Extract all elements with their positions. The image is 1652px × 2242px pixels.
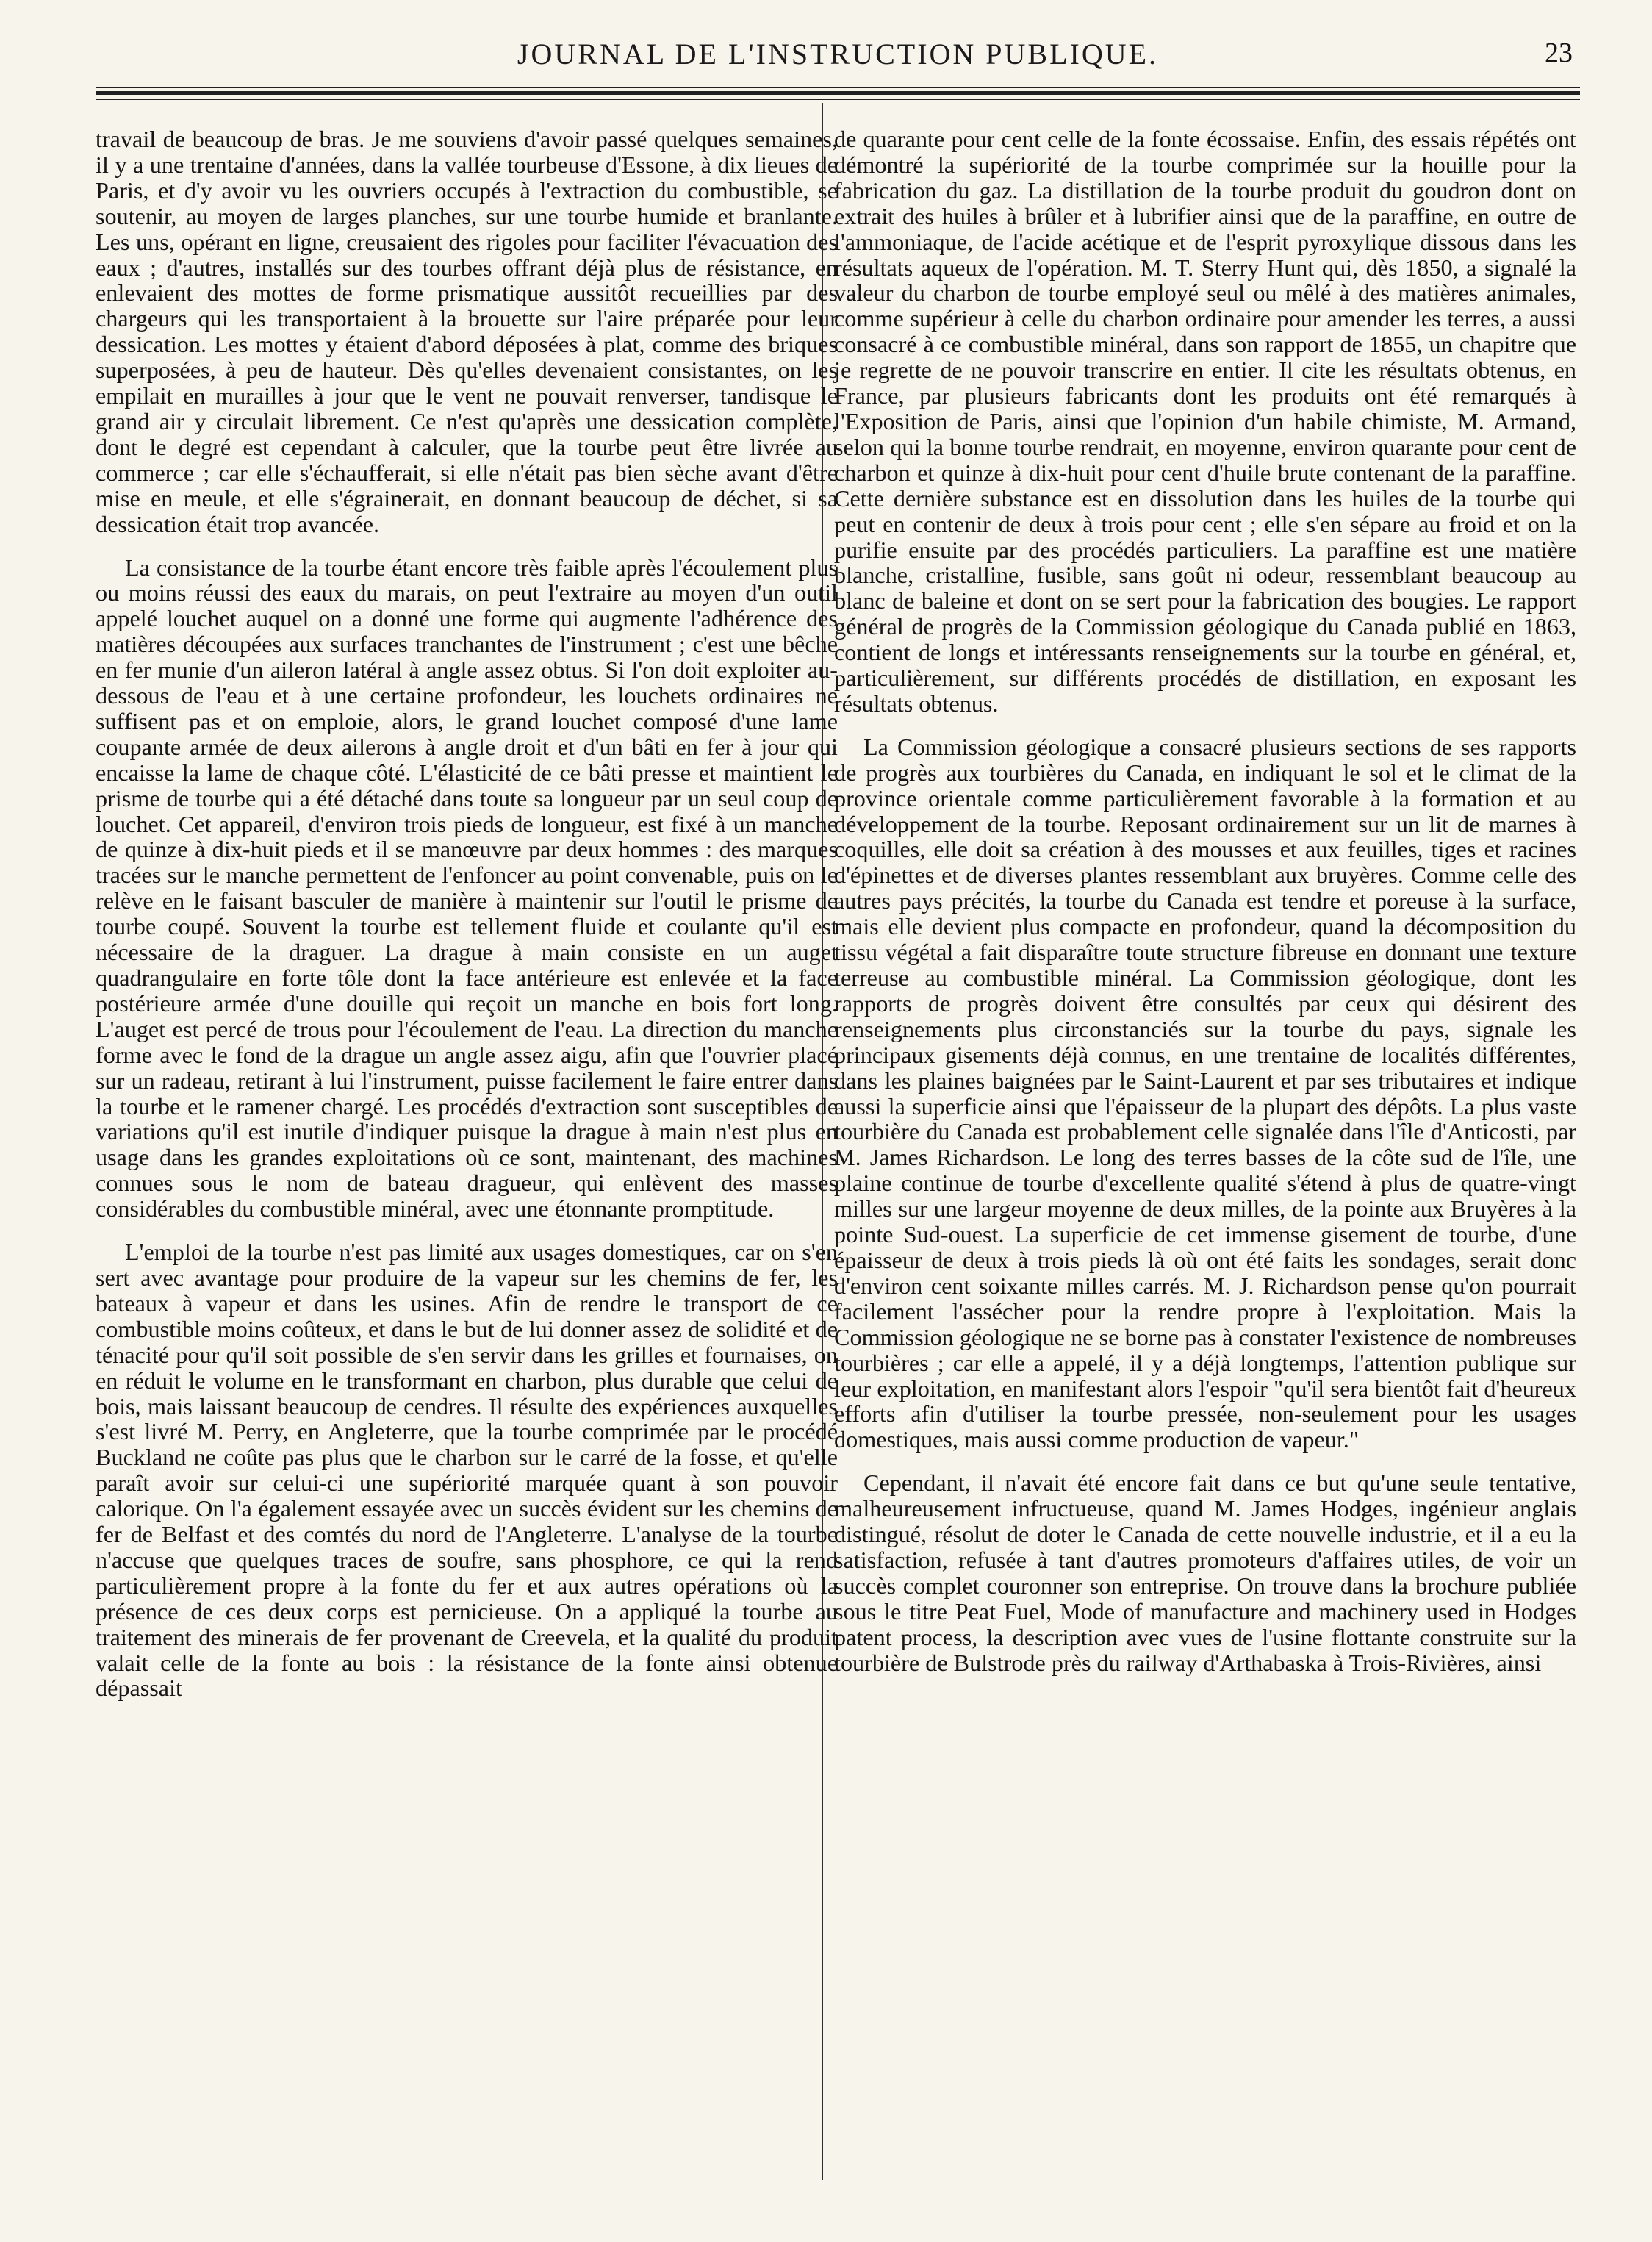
page-number: 23 [1545, 37, 1573, 68]
header-rule-thick [96, 91, 1580, 95]
left-paragraph-1: travail de beaucoup de bras. Je me souviens d'avoir passé quelques semaines, il y a une trentaine d'années, dans la vallée tourbeuse d'Essone, à dix lieues de Paris, et d'y avoir vu les ouvriers occupés à l'extraction du combustible, se soutenir, au moyen de larges planches, sur une tourbe humide et branlante. Les uns, opérant en ligne, creusaient des rigoles pour faciliter l'évacuation des eaux ; d'autres, installés sur des tourbes offrant déjà plus de résistance, en enlevaient des mottes de forme prismatique aussitôt recueillies par des chargeurs qui les transportaient à la brouette sur l'aire préparée pour leur dessication. Les mottes y étaient d'abord déposées à plat, comme des briques superposées, à peu de hauteur. Dès qu'elles devenaient consistantes, on les empilait en murailles à jour que le vent ne pouvait renverser, tandisque le grand air y circulait librement. Ce n'est qu'après une dessication complète, dont le degré est cependant à calculer, que la tourbe peut être livrée au commerce ; car elle s'échaufferait, si elle n'était pas bien sèche avant d'être mise en meule, et elle s'égrainerait, en donnant beaucoup de déchet, si sa dessication était trop avancée. [96, 126, 838, 537]
right-paragraph-1: de quarante pour cent celle de la fonte écossaise. Enfin, des essais répétés ont démontré la supériorité de la tourbe comprimée sur la houille pour la fabrication du gaz. La distillation de la tourbe produit du goudron dont on extrait des huiles à brûler et à lubrifier ainsi que de la paraffine, en outre de l'ammoniaque, de l'acide acétique et de l'esprit pyroxylique dissous dans les résultats aqueux de l'opération. M. T. Sterry Hunt qui, dès 1850, a signalé la valeur du charbon de tourbe employé seul ou mêlé à des matières animales, comme supérieur à celle du charbon ordinaire pour amender les terres, a aussi consacré à ce combustible minéral, dans son rapport de 1855, un chapitre que je regrette de ne pouvoir transcrire en entier. Il cite les résultats obtenus, en France, par plusieurs fabricants dont les produits ont été remarqués à l'Exposition de Paris, ainsi que l'opinion d'un habile chimiste, M. Armand, selon qui la bonne tourbe rendrait, en moyenne, environ quarante pour cent de charbon et quinze à dix-huit pour cent d'huile brute contenant de la paraffine. Cette dernière substance est en dissolution dans les huiles de la tourbe qui peut en contenir de deux à trois pour cent ; elle s'en sépare au froid et on la purifie ensuite par des procédés particuliers. La paraffine est une matière blanche, cristalline, fusible, sans goût ni odeur, ressemblant beaucoup au blanc de baleine et dont on se sert pour la fabrication des bougies. Le rapport général de progrès de la Commission géologique du Canada publié en 1863, contient de longs et intéressants renseignements sur la tourbe en général, et, particulièrement, sur différents procédés de distillation, en exposant les résultats obtenus. [834, 126, 1576, 717]
right-paragraph-2: La Commission géologique a consacré plusieurs sections de ses rapports de progrès aux tourbières du Canada, en indiquant le sol et le climat de la province orientale comme particulièrement favorable à la formation et au développement de la tourbe. Reposant ordinairement sur un lit de marnes à coquilles, elle doit sa création à des mousses et aux feuilles, tiges et racines d'épinettes et de diverses plantes ressemblant aux bruyères. Comme celle des autres pays précités, la tourbe du Canada est tendre et poreuse à la surface, mais elle devient plus compacte en profondeur, quand la décomposition du tissu végétal a fait disparaître toute structure fibreuse en donnant une texture terreuse au combustible minéral. La Commission géologique, dont les rapports de progrès doivent être consultés par ceux qui désirent des renseignements plus circonstanciés sur la tourbe du pays, signale les principaux gisements déjà connus, en une trentaine de localités différentes, dans les plaines baignées par le Saint-Laurent et par ses tributaires et indique aussi la superficie ainsi que l'épaisseur de la plupart des dépôts. La plus vaste tourbière du Canada est probablement celle signalée dans l'île d'Anticosti, par M. James Richardson. Le long des terres basses de la côte sud de l'île, une plaine continue de tourbe d'excellente qualité s'étend à plus de quatre-vingt milles sur une largeur moyenne de deux milles, de la pointe aux Bruyères à la pointe Sud-ouest. La superficie de cet immense gisement de tourbe, d'une épaisseur de deux à trois pieds là où ont été faits les sondages, serait donc d'environ cent soixante milles carrés. M. J. Richardson pense qu'on pourrait facilement l'assécher pour la rendre propre à l'exploitation. Mais la Commission géologique ne se borne pas à constater l'existence de nombreuses tourbières ; car elle a appelé, il y a déjà longtemps, l'attention publique sur leur exploitation, en manifestant alors l'espoir "qu'il sera bientôt fait d'heureux efforts afin d'utiliser la tourbe pressée, non-seulement pour les usages domestiques, mais aussi comme production de vapeur." [834, 733, 1576, 1453]
journal-title: JOURNAL DE L'INSTRUCTION PUBLIQUE. [517, 37, 1159, 71]
header-rule-thin-top [96, 87, 1580, 88]
left-paragraph-3: L'emploi de la tourbe n'est pas limité aux usages domestiques, car on s'en sert avec avantage pour produire de la vapeur sur les chemins de fer, les bateaux à vapeur et dans les usines. Afin de rendre le transport de ce combustible moins coûteux, et dans le but de lui donner assez de solidité et de ténacité pour qu'il soit possible de s'en servir dans les grilles et fournaises, on en réduit le volume en le transformant en charbon, plus durable que celui de bois, mais laissant beaucoup de cendres. Il résulte des expériences auxquelles s'est livré M. Perry, en Angleterre, que la tourbe comprimée par le procédé Buckland ne coûte pas plus que le charbon sur le carré de la fosse, et qu'elle paraît avoir sur celui-ci une supériorité marquée quant à son pouvoir calorique. On l'a également essayée avec un succès évident sur les chemins de fer de Belfast et des comtés du nord de l'Angleterre. L'analyse de la tourbe n'accuse que quelques traces de soufre, sans phosphore, ce qui la rend particulièrement propre à la fonte du fer et aux autres opérations où la présence de ces deux corps est pernicieuse. On a appliqué la tourbe au traitement des minerais de fer provenant de Creevela, et la qualité du produit valait celle de la fonte au bois : la résistance de la fonte ainsi obtenue dépassait [96, 1239, 838, 1702]
right-column [834, 126, 1576, 1693]
page-header [96, 29, 1580, 81]
left-paragraph-2: La consistance de la tourbe étant encore très faible après l'écoulement plus ou moins réussi des eaux du marais, on peut l'extraire au moyen d'un outil appelé louchet auquel on a donné une forme qui augmente l'adhérence des matières découpées aux surfaces tranchantes de l'instrument ; c'est une bêche en fer munie d'un aileron latéral à angle assez obtus. Si l'on doit exploiter au-dessous de l'eau et à une certaine profondeur, les louchets ordinaires ne suffisent pas et on emploie, alors, le grand louchet composé d'une lame coupante armée de deux ailerons à angle droit et d'un bâti en fer à jour qui encaisse la lame de chaque côté. L'élasticité de ce bâti presse et maintient le prisme de tourbe qui a été détaché dans toute sa longueur par un seul coup de louchet. Cet appareil, d'environ trois pieds de longueur, est fixé à un manche de quinze à dix-huit pieds et il se manœuvre par deux hommes : des marques tracées sur le manche permettent de l'enfoncer au point convenable, puis on le relève en le faisant basculer de manière à maintenir sur l'outil le prisme de tourbe coupé. Souvent la tourbe est tellement fluide et coulante qu'il est nécessaire de la draguer. La drague à main consiste en un auget quadrangulaire en forte tôle dont la face antérieure est enlevée et la face postérieure armée d'une douille qui reçoit un manche en bois fort long. L'auget est percé de trous pour l'écoulement de l'eau. La direction du manche forme avec le fond de la drague un angle assez aigu, afin que l'ouvrier placé sur un radeau, retirant à lui l'instrument, puisse facilement le faire entrer dans la tourbe et le ramener chargé. Les procédés d'extraction sont susceptibles de variations qu'il est inutile d'indiquer puisque la drague à main n'est plus en usage dans les grandes exploitations où ce sont, maintenant, des machines connues sous le nom de bateau dragueur, qui enlèvent des masses considérables du combustible minéral, avec une étonnante promptitude. [96, 554, 838, 1222]
left-column [96, 126, 838, 1719]
right-paragraph-3: Cependant, il n'avait été encore fait dans ce but qu'une seule tentative, malheureusement infructueuse, quand M. James Hodges, ingénieur anglais distingué, résolut de doter le Canada de cette nouvelle industrie, et il a eu la satisfaction, refusée à tant d'autres promoteurs d'affaires utiles, de voir un succès complet couronner son entreprise. On trouve dans la brochure publiée sous le titre Peat Fuel, Mode of manufacture and machinery used in Hodges patent process, la description avec vues de l'usine flottante construite sur la tourbière de Bulstrode près du railway d'Arthabaska à Trois-Rivières, ainsi [834, 1469, 1576, 1676]
header-rule-thin-bottom [96, 99, 1580, 100]
